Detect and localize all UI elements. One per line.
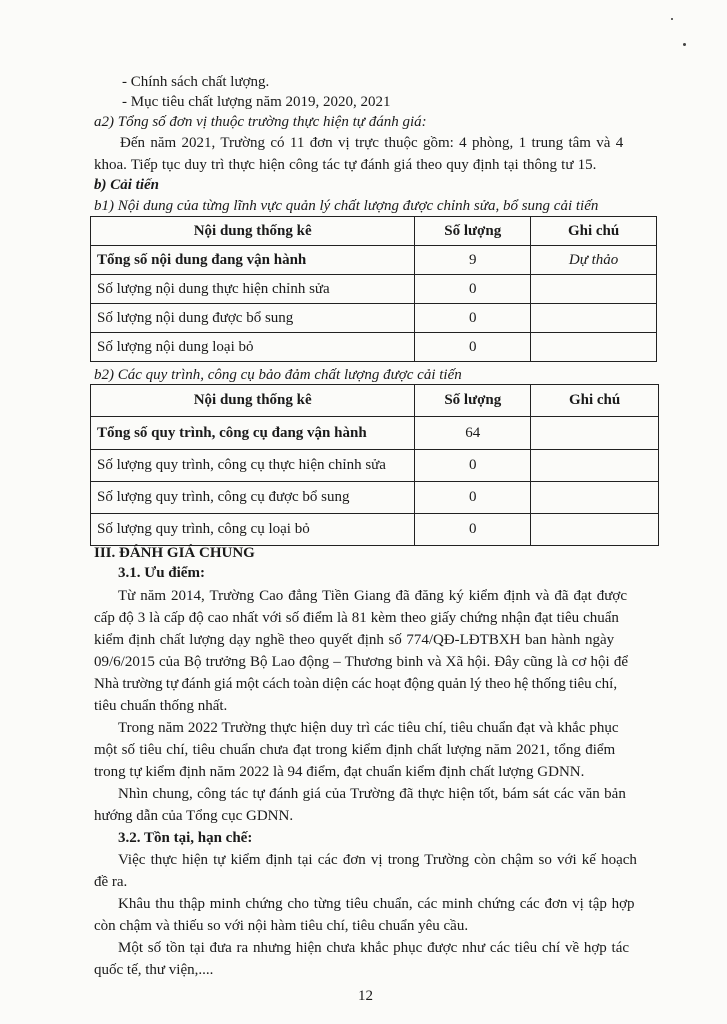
table-header-row [91,385,659,417]
bullet-line: - Chính sách chất lượng. [122,74,270,90]
header-cell: Ghi chú [531,385,659,417]
row-label: Tổng số nội dung đang vận hành [91,246,415,275]
subsection-heading: 3.2. Tồn tại, hạn chế: [118,830,253,846]
paragraph-line: Nhà trường tự đánh giá một cách toàn diện các hoạt động quản lý theo hệ thống tiêu chí, [94,676,618,692]
a2-heading: a2) Tổng số đơn vị thuộc trường thực hiện tự đánh giá: [94,114,427,130]
table-row [91,514,659,546]
a2-paragraph-line: Đến năm 2021, Trường có 11 đơn vị trực thuộc gồm: 4 phòng, 1 trung tâm và 4 [120,135,624,151]
b1-heading: b1) Nội dung của từng lĩnh vực quản lý chất lượng được chỉnh sửa, bổ sung cải tiến [94,198,599,214]
row-label: Tổng số quy trình, công cụ đang vận hành [91,417,415,450]
table-row [91,450,659,482]
paragraph-line: Nhìn chung, công tác tự đánh giá của Trường đã thực hiện tốt, bám sát các văn bản [118,786,626,802]
paragraph-line: Việc thực hiện tự kiểm định tại các đơn vị trong Trường còn chậm so với kế hoạch [118,852,637,868]
row-value: 0 [415,304,531,333]
row-value: 0 [415,275,531,304]
header-cell: Ghi chú [531,217,657,246]
paragraph-line: trong tự kiểm định năm 2022 là 94 điểm, đạt chuẩn kiểm định chất lượng GDNN. [94,764,585,780]
row-value: 0 [415,333,531,362]
header-cell: Số lượng [415,217,531,246]
paragraph-line: cấp độ 3 là cấp độ cao nhất với số điểm là 81 kèm theo giấy chứng nhận đạt tiêu chuẩn [94,610,619,626]
paragraph-line: Khâu thu thập minh chứng cho từng tiêu chuẩn, các minh chứng các đơn vị tập hợp [118,896,635,912]
paragraph-line: tiêu chuẩn thống nhất. [94,698,228,714]
header-cell: Nội dung thống kê [91,217,415,246]
paragraph-line: kiểm định chất lượng dạy nghề theo quyết định số 774/QĐ-LĐTBXH ban hành ngày [94,632,615,648]
paragraph-line: đề ra. [94,874,128,890]
row-note [531,333,657,362]
row-value: 0 [415,514,531,546]
b2-heading: b2) Các quy trình, công cụ bảo đảm chất lượng được cải tiến [94,367,462,383]
paragraph-line: còn chậm và thiếu so với nội hàm tiêu chí, tiêu chuẩn yêu cầu. [94,918,469,934]
table-row [91,333,657,362]
table-row [91,275,657,304]
table-row [91,482,659,514]
row-note [531,482,659,514]
bullet-line: - Mục tiêu chất lượng năm 2019, 2020, 2021 [122,94,391,110]
table-content-stats [90,216,657,362]
paragraph-line: một số tiêu chí, tiêu chuẩn chưa đạt trong kiểm định chất lượng năm 2021, tổng điểm [94,742,616,758]
row-label: Số lượng nội dung thực hiện chỉnh sửa [91,275,415,304]
paragraph-line: hướng dẫn của Tổng cục GDNN. [94,808,294,824]
row-note: Dự thảo [531,246,657,275]
scan-speck [671,18,673,20]
row-note [531,514,659,546]
paragraph-line: Một số tồn tại đưa ra nhưng hiện chưa khắc phục được như các tiêu chí về hợp tác [118,940,630,956]
row-note [531,275,657,304]
table-process-stats [90,384,659,546]
row-label: Số lượng quy trình, công cụ thực hiện chỉnh sửa [91,450,415,482]
paragraph-line: Trong năm 2022 Trường thực hiện duy trì các tiêu chí, tiêu chuẩn đạt và khắc phục [118,720,619,736]
section-heading: III. ĐÁNH GIÁ CHUNG [94,545,255,561]
table-row [91,417,659,450]
b-heading: b) Cải tiến [94,177,160,193]
row-value: 0 [415,482,531,514]
header-cell: Nội dung thống kê [91,385,415,417]
subsection-heading: 3.1. Ưu điểm: [118,565,205,581]
a2-paragraph-line: khoa. Tiếp tục duy trì thực hiện công tác tự đánh giá theo quy định tại thông tư 15. [94,157,597,173]
table-row [91,246,657,275]
row-label: Số lượng nội dung được bổ sung [91,304,415,333]
page-number: 12 [358,988,373,1004]
scan-speck [683,43,686,46]
row-label: Số lượng nội dung loại bỏ [91,333,415,362]
row-value: 0 [415,450,531,482]
row-value: 9 [415,246,531,275]
row-note [531,417,659,450]
paragraph-line: Từ năm 2014, Trường Cao đẳng Tiền Giang đã đăng ký kiểm định và đã đạt được [118,588,627,604]
row-note [531,304,657,333]
row-note [531,450,659,482]
row-value: 64 [415,417,531,450]
row-label: Số lượng quy trình, công cụ loại bỏ [91,514,415,546]
paragraph-line: 09/6/2015 của Bộ trưởng Bộ Lao động – Thương binh và Xã hội. Đây cũng là cơ hội để [94,654,628,670]
table-header-row [91,217,657,246]
paragraph-line: quốc tế, thư viện,.... [94,962,214,978]
row-label: Số lượng quy trình, công cụ được bổ sung [91,482,415,514]
header-cell: Số lượng [415,385,531,417]
table-row [91,304,657,333]
